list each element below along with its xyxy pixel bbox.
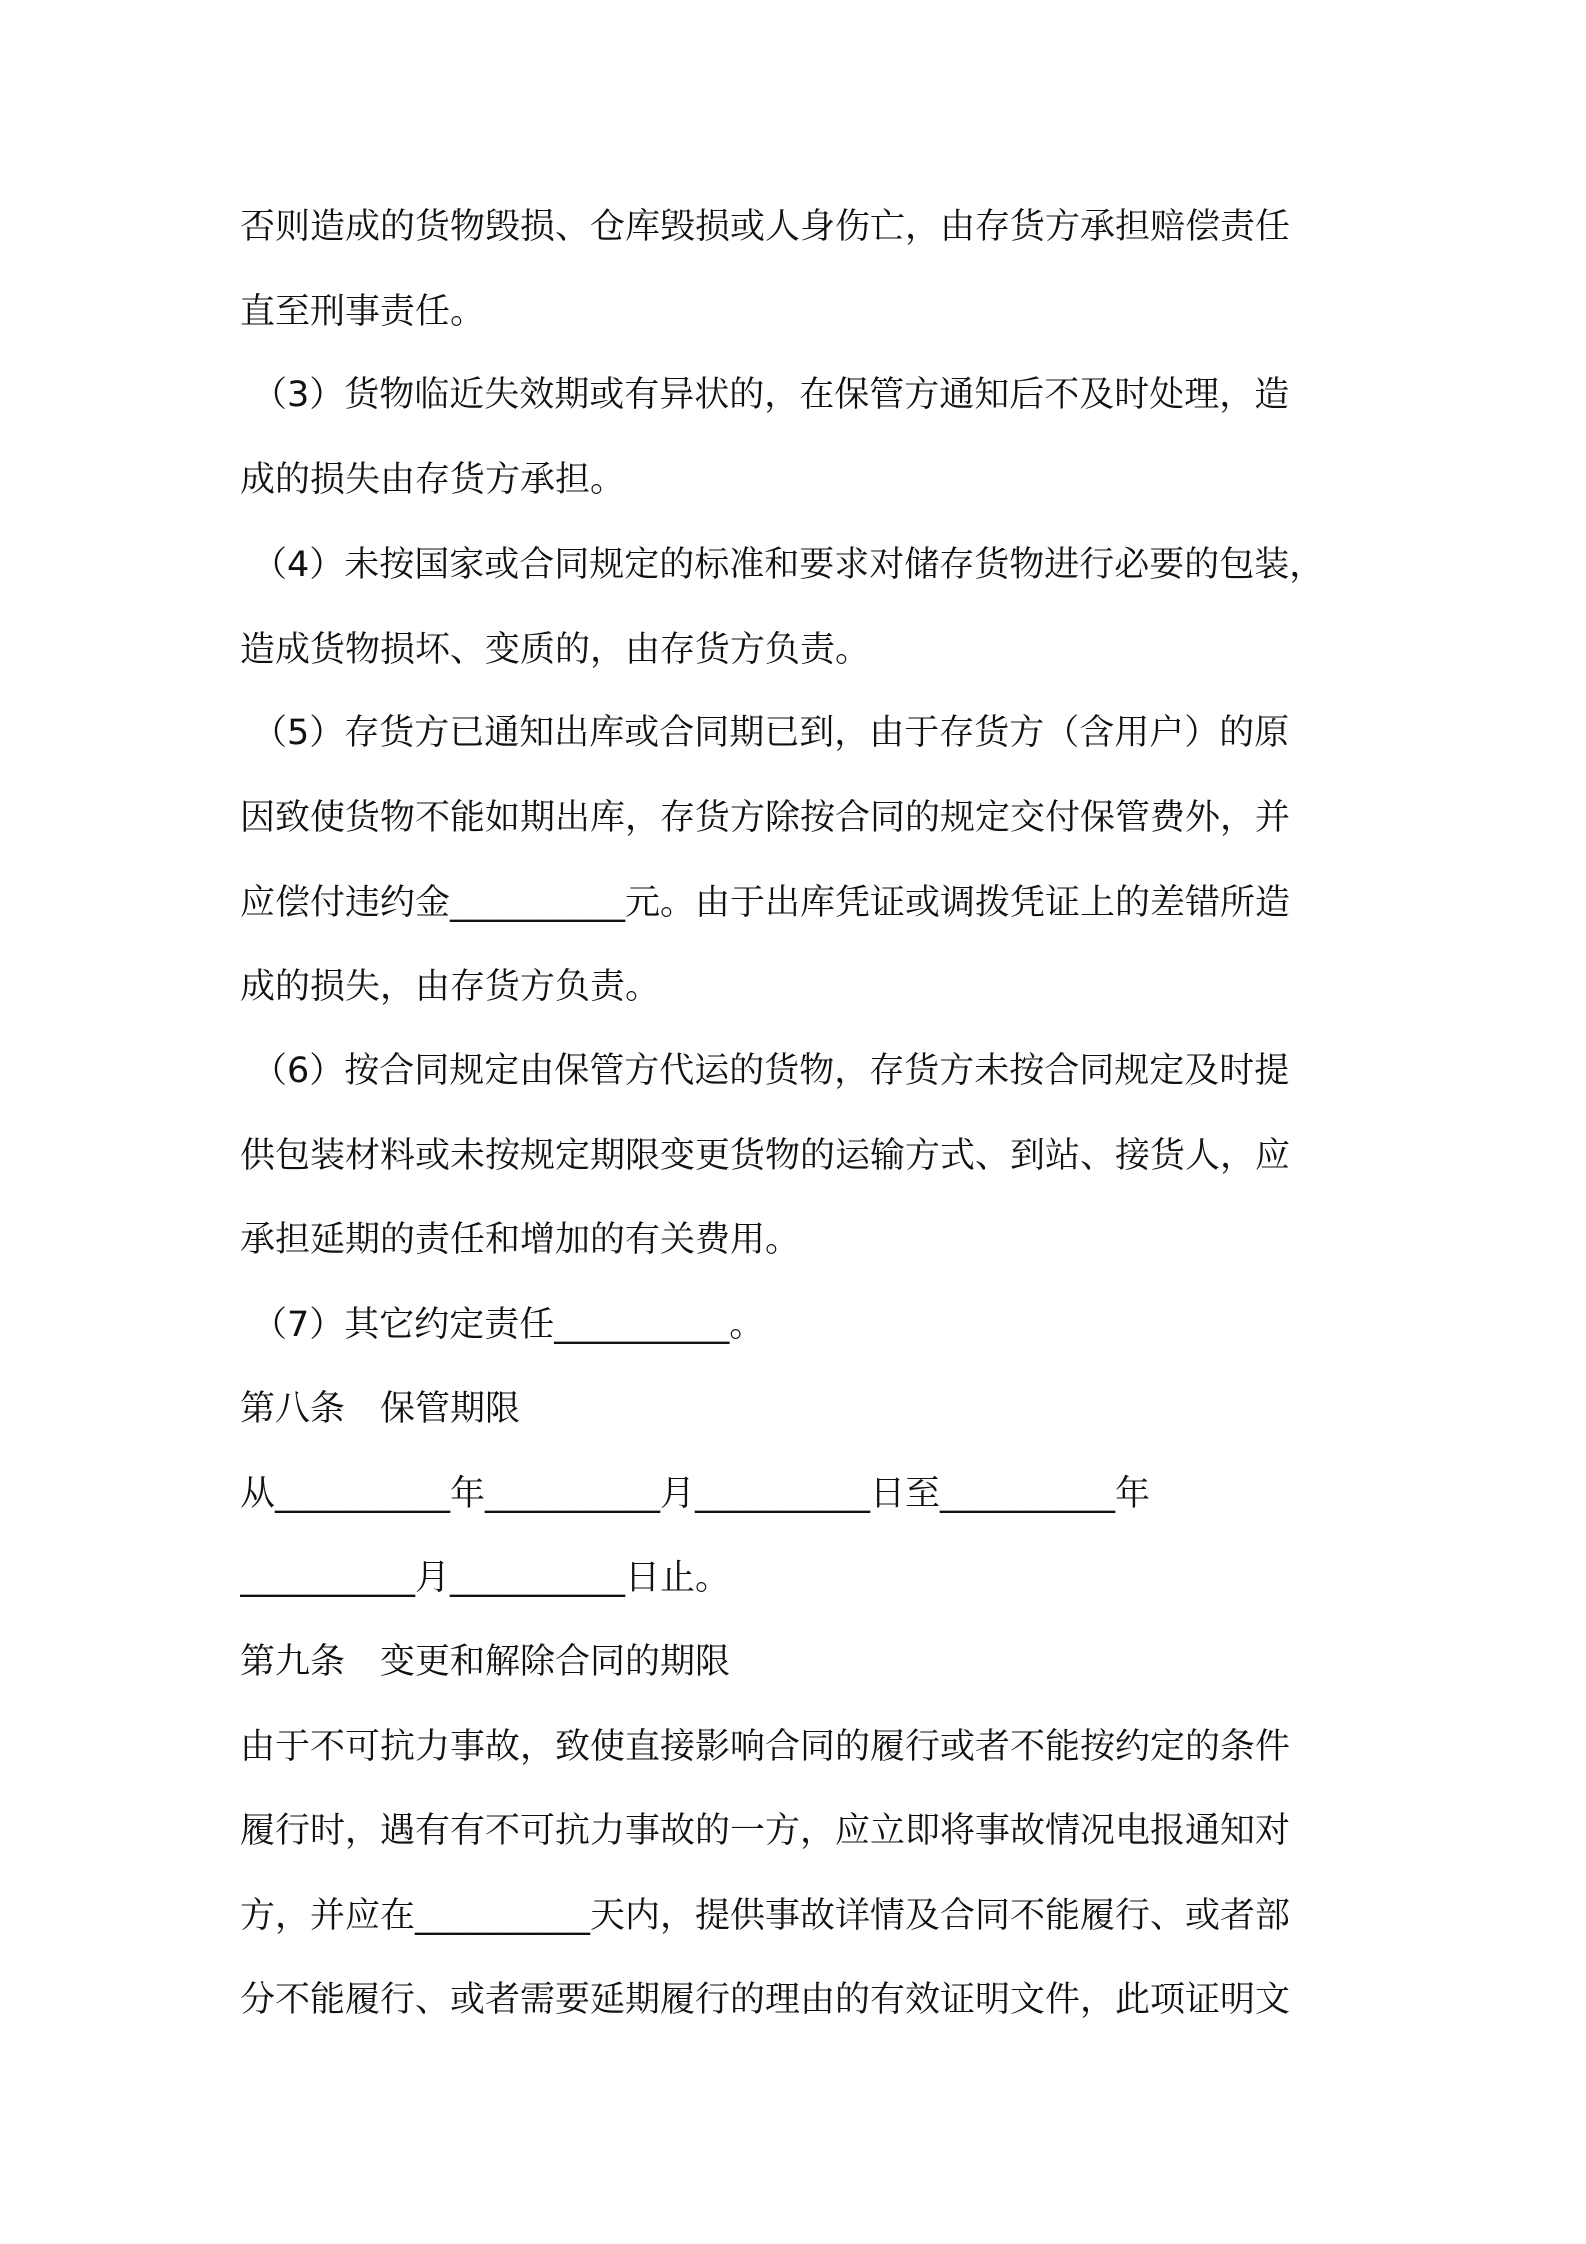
text-line: 应偿付违约金__________元。由于出库凭证或调拨凭证上的差错所造 [240,883,1291,923]
text-line: 由于不可抗力事故，致使直接影响合同的履行或者不能按约定的条件 [240,1727,1291,1767]
text-line: 造成货物损坏、变质的，由存货方负责。 [240,630,871,670]
clause-item-3: （3）货物临近失效期或有异状的，在保管方通知后不及时处理，造 [252,375,1290,415]
clause-item-7: （7）其它约定责任__________。 [252,1305,765,1345]
text-line: 方，并应在__________天内，提供事故详情及合同不能履行、或者部 [240,1896,1291,1936]
text-line: 分不能履行、或者需要延期履行的理由的有效证明文件，此项证明文 [240,1980,1291,2020]
text-line: 成的损失由存货方承担。 [240,460,626,500]
text-line: 成的损失，由存货方负责。 [240,967,661,1007]
text-line: 从__________年__________月__________日至__________年 [240,1474,1151,1514]
text-line: 否则造成的货物毁损、仓库毁损或人身伤亡，由存货方承担赔偿责任 [240,207,1291,247]
text-line: 履行时，遇有有不可抗力事故的一方，应立即将事故情况电报通知对 [240,1811,1291,1851]
text-line: 因致使货物不能如期出库，存货方除按合同的规定交付保管费外，并 [240,798,1291,838]
text-line: 供包装材料或未按规定期限变更货物的运输方式、到站、接货人，应 [240,1136,1291,1176]
clause-item-5: （5）存货方已通知出库或合同期已到，由于存货方（含用户）的原 [252,713,1290,753]
clause-item-6: （6）按合同规定由保管方代运的货物，存货方未按合同规定及时提 [252,1051,1290,1091]
clause-item-4: （4）未按国家或合同规定的标准和要求对储存货物进行必要的包装， [252,545,1325,585]
text-line: 承担延期的责任和增加的有关费用。 [240,1220,801,1260]
article-8-heading: 第八条 保管期限 [240,1389,521,1429]
text-line: 直至刑事责任。 [240,292,486,332]
text-line: __________月__________日止。 [240,1558,731,1598]
article-9-heading: 第九条 变更和解除合同的期限 [240,1642,731,1682]
